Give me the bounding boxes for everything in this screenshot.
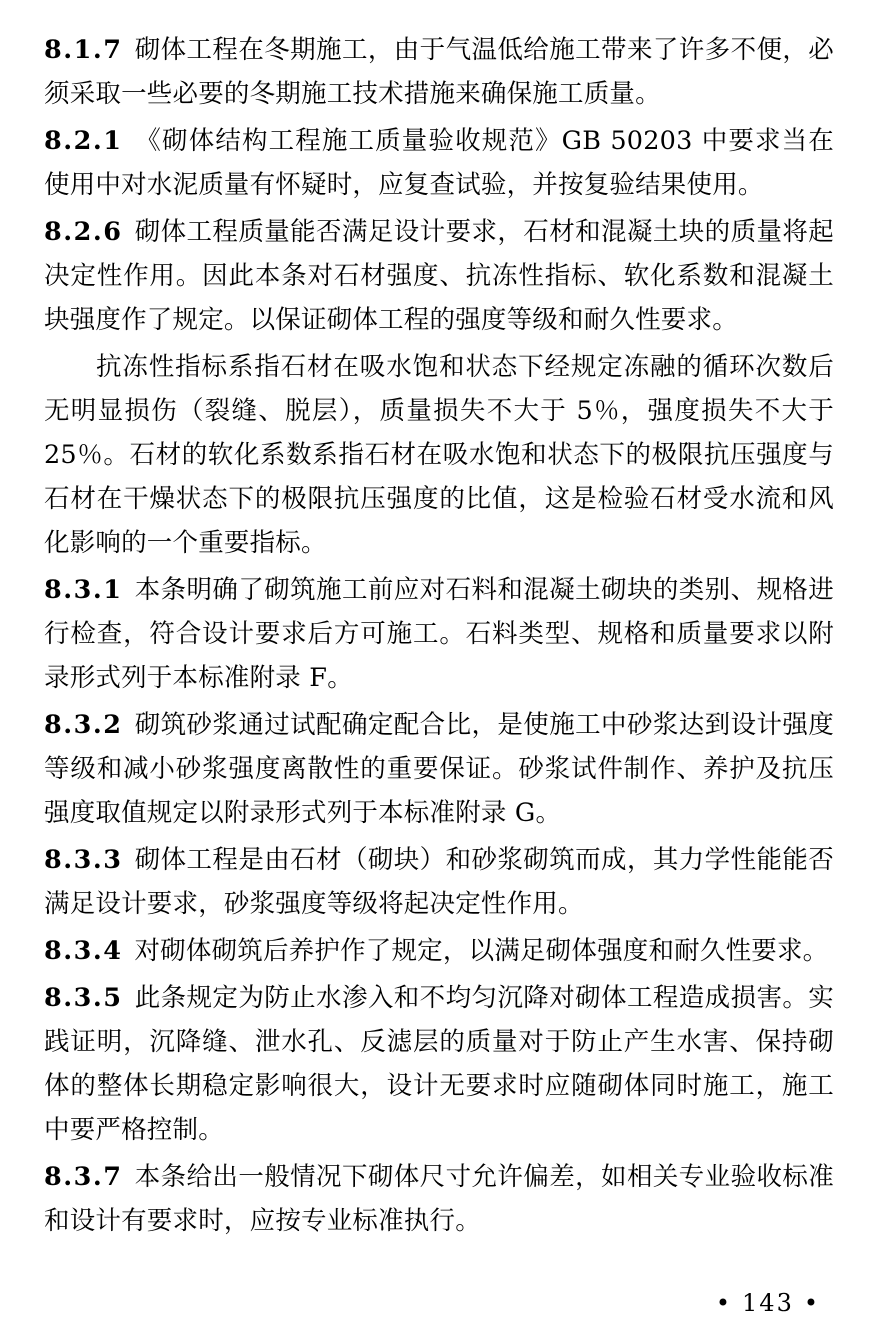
paragraph-8-3-5 <box>44 976 834 1152</box>
clause-text: 此条规定为防止水渗入和不均匀沉降对砌体工程造成损害。实践证明，沉降缝、泄水孔、反滤层的质量对于防止产生水害、保持砌体的整体长期稳定影响很大，设计无要求时应随砌体同时施工，施工中要严格控制。 <box>44 983 834 1145</box>
clause-text: 抗冻性指标系指石材在吸水饱和状态下经规定冻融的循环次数后无明显损伤（裂缝、脱层），质量损失不大于 5％，强度损失不大于 25％。石材的软化系数系指石材在吸水饱和状态下的极限抗压强度与石材在干燥状态下的极限抗压强度的比值，这是检验石材受水流和风化影响的一个重要指标。 <box>44 352 834 558</box>
clause-number: 8.2.6 <box>44 217 123 247</box>
clause-text: 砌体工程质量能否满足设计要求，石材和混凝土块的质量将起决定性作用。因此本条对石材强度、抗冻性指标、软化系数和混凝土块强度作了规定。以保证砌体工程的强度等级和耐久性要求。 <box>44 217 834 335</box>
page-number: 143 <box>742 1289 794 1317</box>
paragraph-8-3-2 <box>44 703 834 835</box>
clause-text: 本条给出一般情况下砌体尺寸允许偏差，如相关专业验收标准和设计有要求时，应按专业标准执行。 <box>44 1162 834 1236</box>
clause-number: 8.1.7 <box>44 35 123 65</box>
clause-text: 《砌体结构工程施工质量验收规范》GB 50203 中要求当在使用中对水泥质量有怀疑时，应复查试验，并按复验结果使用。 <box>44 126 834 200</box>
clause-number: 8.3.4 <box>44 936 123 966</box>
paragraph-8-3-4 <box>44 929 834 973</box>
page-footer <box>0 1289 830 1317</box>
clause-number: 8.3.3 <box>44 845 123 875</box>
clause-number: 8.3.1 <box>44 575 123 605</box>
paragraph-8-3-1 <box>44 568 834 700</box>
paragraph-8-2-6 <box>44 210 834 342</box>
paragraph-8-3-3 <box>44 838 834 926</box>
paragraph-8-2-1 <box>44 119 834 207</box>
paragraph-8-3-7 <box>44 1155 834 1243</box>
footer-right-dot: • <box>803 1289 820 1317</box>
paragraph-frost-resistance-note <box>44 345 834 565</box>
footer-left-dot: • <box>715 1289 733 1317</box>
clause-text: 砌筑砂浆通过试配确定配合比，是使施工中砂浆达到设计强度等级和减小砂浆强度离散性的重要保证。砂浆试件制作、养护及抗压强度取值规定以附录形式列于本标准附录 G。 <box>44 710 834 828</box>
clause-text: 本条明确了砌筑施工前应对石料和混凝土砌块的类别、规格进行检查，符合设计要求后方可施工。石料类型、规格和质量要求以附录形式列于本标准附录 F。 <box>44 575 834 693</box>
clause-text: 对砌体砌筑后养护作了规定，以满足砌体强度和耐久性要求。 <box>134 936 829 966</box>
clause-number: 8.3.5 <box>44 983 123 1013</box>
clause-text: 砌体工程在冬期施工，由于气温低给施工带来了许多不便，必须采取一些必要的冬期施工技术措施来确保施工质量。 <box>44 35 834 109</box>
clause-text: 砌体工程是由石材（砌块）和砂浆砌筑而成，其力学性能能否满足设计要求，砂浆强度等级将起决定性作用。 <box>44 845 834 919</box>
clause-number: 8.3.7 <box>44 1162 123 1192</box>
clause-number: 8.2.1 <box>44 126 123 156</box>
clause-number: 8.3.2 <box>44 710 123 740</box>
paragraph-8-1-7 <box>44 28 834 116</box>
